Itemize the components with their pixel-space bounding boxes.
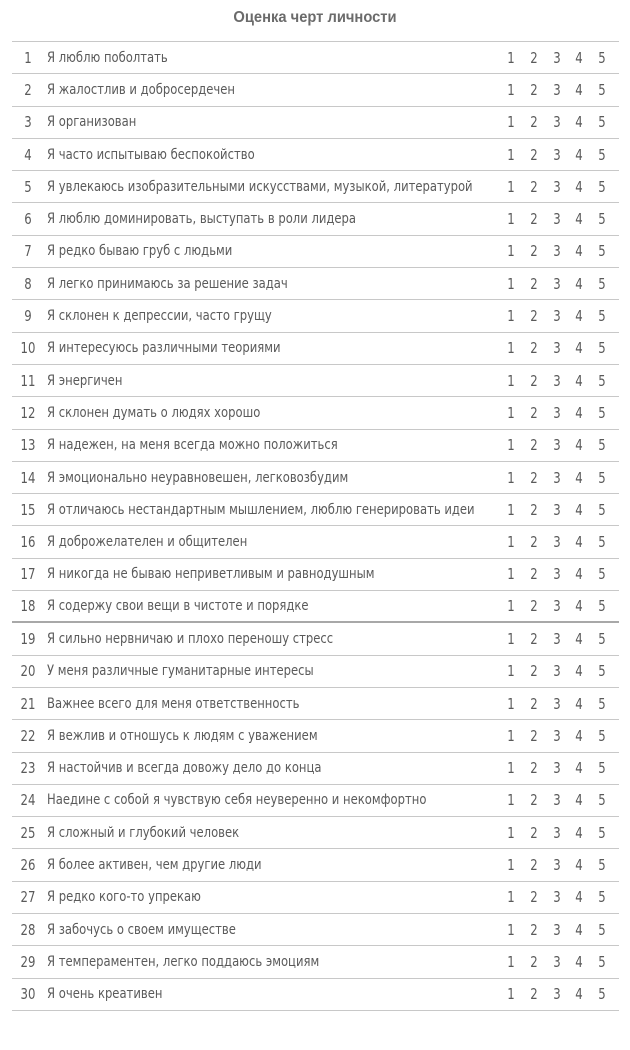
item-statement: Я забочусь о своем имуществе [47,921,236,938]
item-number: 1 [24,48,32,67]
rating-option-4[interactable]: 4 [575,468,583,487]
rating-option-2[interactable]: 2 [530,759,538,778]
rating-option-1[interactable]: 1 [507,856,515,875]
rating-scale [504,397,609,428]
table-row [12,882,619,914]
rating-option-4[interactable]: 4 [575,597,583,616]
table-row [12,914,619,946]
rating-option-3[interactable]: 3 [552,985,561,1004]
item-statement: Я доброжелателен и общителен [47,534,248,551]
rating-option-5[interactable]: 5 [598,662,606,681]
table-row [12,333,619,365]
item-number: 29 [20,952,36,971]
table-row [12,42,619,74]
rating-option-2[interactable]: 2 [530,565,538,584]
rating-option-1[interactable]: 1 [507,823,515,842]
rating-option-3[interactable]: 3 [552,145,561,164]
table-row [12,623,619,655]
table-row [12,236,619,268]
table-row [12,559,619,591]
item-statement: Я содержу свои вещи в чистоте и порядке [47,598,309,615]
item-statement: Я жалостлив и добросердечен [47,81,235,98]
table-row [12,462,619,494]
rating-option-3[interactable]: 3 [552,339,561,358]
item-number: 13 [20,436,36,455]
rating-option-2[interactable]: 2 [530,468,538,487]
rating-option-4[interactable]: 4 [575,823,583,842]
rating-scale [504,107,609,138]
rating-option-4[interactable]: 4 [575,177,583,196]
rating-option-1[interactable]: 1 [507,888,515,907]
rating-option-5[interactable]: 5 [598,791,606,810]
rating-option-1[interactable]: 1 [507,274,515,293]
rating-scale [504,462,609,493]
rating-option-5[interactable]: 5 [598,307,606,326]
rating-option-5[interactable]: 5 [598,985,606,1004]
rating-option-5[interactable]: 5 [598,823,606,842]
item-number: 30 [20,985,36,1004]
rating-option-5[interactable]: 5 [598,48,606,67]
rating-option-3[interactable]: 3 [552,242,561,261]
item-statement: Наедине с собой я чувствую себя неуверенно и некомфортно [47,792,427,809]
rating-option-5[interactable]: 5 [598,952,606,971]
rating-option-2[interactable]: 2 [530,500,538,519]
rating-option-2[interactable]: 2 [530,436,538,455]
rating-option-3[interactable]: 3 [552,371,561,390]
rating-option-3[interactable]: 3 [552,597,561,616]
rating-option-3[interactable]: 3 [552,274,561,293]
table-row [12,300,619,332]
rating-option-3[interactable]: 3 [552,888,561,907]
rating-option-3[interactable]: 3 [552,565,561,584]
rating-scale [504,236,609,267]
table-row [12,139,619,171]
rating-option-5[interactable]: 5 [598,468,606,487]
rating-scale [504,946,609,977]
rating-scale [504,656,609,687]
rating-scale [504,720,609,751]
rating-option-2[interactable]: 2 [530,113,538,132]
item-statement: Я редко бываю груб с людьми [47,243,233,260]
rating-scale [504,688,609,719]
rating-option-3[interactable]: 3 [552,694,561,713]
rating-option-4[interactable]: 4 [575,856,583,875]
page-title: Оценка черт личности [233,9,397,26]
rating-option-5[interactable]: 5 [598,856,606,875]
rating-option-3[interactable]: 3 [552,856,561,875]
item-statement: Я никогда не бываю неприветливым и равнодушным [47,566,375,583]
rating-option-5[interactable]: 5 [598,80,606,99]
item-number: 2 [24,80,32,99]
rating-scale [504,494,609,525]
rating-scale [504,623,609,654]
rating-option-1[interactable]: 1 [507,468,515,487]
item-statement: Я очень креативен [47,986,163,1003]
rating-option-2[interactable]: 2 [530,726,538,745]
item-statement: Я сильно нервничаю и плохо переношу стресс [47,630,334,647]
table-row [12,753,619,785]
rating-option-3[interactable]: 3 [552,468,561,487]
rating-scale [504,430,609,461]
rating-option-2[interactable]: 2 [530,952,538,971]
table-row [12,526,619,558]
item-number: 8 [24,274,32,293]
rating-scale [504,526,609,557]
item-number: 17 [20,565,36,584]
item-number: 15 [20,500,36,519]
rating-option-4[interactable]: 4 [575,113,583,132]
rating-option-3[interactable]: 3 [552,80,561,99]
item-statement: Я сложный и глубокий человек [47,824,240,841]
item-number: 20 [20,662,36,681]
rating-option-5[interactable]: 5 [598,694,606,713]
rating-option-3[interactable]: 3 [552,952,561,971]
rating-option-3[interactable]: 3 [552,403,561,422]
rating-option-1[interactable]: 1 [507,694,515,713]
rating-scale [504,268,609,299]
rating-option-5[interactable]: 5 [598,274,606,293]
rating-option-3[interactable]: 3 [552,759,561,778]
rating-option-1[interactable]: 1 [507,371,515,390]
rating-option-5[interactable]: 5 [598,597,606,616]
rating-option-4[interactable]: 4 [575,210,583,229]
rating-option-3[interactable]: 3 [552,436,561,455]
item-statement: Я настойчив и всегда довожу дело до конца [47,760,322,777]
rating-option-4[interactable]: 4 [575,48,583,67]
rating-option-1[interactable]: 1 [507,177,515,196]
rating-scale [504,817,609,848]
rating-scale [504,74,609,105]
rating-option-2[interactable]: 2 [530,48,538,67]
rating-option-2[interactable]: 2 [530,242,538,261]
rating-option-1[interactable]: 1 [507,629,515,648]
rating-option-5[interactable]: 5 [598,533,606,552]
item-number: 18 [20,597,36,616]
item-statement: Я более активен, чем другие люди [47,857,262,874]
item-number: 21 [20,694,36,713]
item-statement: У меня различные гуманитарные интересы [47,663,314,680]
rating-option-2[interactable]: 2 [530,210,538,229]
rating-option-5[interactable]: 5 [598,565,606,584]
rating-option-4[interactable]: 4 [575,242,583,261]
item-statement: Я организован [47,114,137,131]
item-statement: Я люблю доминировать, выступать в роли лидера [47,211,357,228]
rating-option-3[interactable]: 3 [552,500,561,519]
rating-option-4[interactable]: 4 [575,533,583,552]
rating-scale [504,42,609,73]
rating-option-3[interactable]: 3 [552,726,561,745]
item-number: 12 [20,403,36,422]
rating-option-3[interactable]: 3 [552,210,561,229]
rating-option-4[interactable]: 4 [575,145,583,164]
item-number: 27 [20,888,36,907]
rating-scale [504,300,609,331]
rating-scale [504,365,609,396]
rating-option-2[interactable]: 2 [530,145,538,164]
rating-option-1[interactable]: 1 [507,145,515,164]
rating-option-1[interactable]: 1 [507,597,515,616]
rating-option-4[interactable]: 4 [575,274,583,293]
rating-option-1[interactable]: 1 [507,791,515,810]
rating-option-5[interactable]: 5 [598,920,606,939]
item-number: 7 [24,242,32,261]
item-number: 24 [20,791,36,810]
rating-option-3[interactable]: 3 [552,48,561,67]
rating-option-2[interactable]: 2 [530,371,538,390]
rating-option-3[interactable]: 3 [552,177,561,196]
item-statement: Я вежлив и отношусь к людям с уважением [47,727,318,744]
rating-option-3[interactable]: 3 [552,629,561,648]
rating-option-2[interactable]: 2 [530,985,538,1004]
rating-option-5[interactable]: 5 [598,436,606,455]
rating-option-2[interactable]: 2 [530,791,538,810]
rating-option-1[interactable]: 1 [507,759,515,778]
rating-option-1[interactable]: 1 [507,80,515,99]
rating-option-1[interactable]: 1 [507,307,515,326]
item-number: 25 [20,823,36,842]
table-row [12,591,619,623]
rating-option-1[interactable]: 1 [507,500,515,519]
table-row [12,397,619,429]
item-statement: Я редко кого-то упрекаю [47,889,201,906]
rating-option-2[interactable]: 2 [530,856,538,875]
rating-option-4[interactable]: 4 [575,307,583,326]
item-number: 19 [20,629,36,648]
rating-option-4[interactable]: 4 [575,888,583,907]
rating-scale [504,203,609,234]
rating-option-4[interactable]: 4 [575,371,583,390]
table-row [12,365,619,397]
table-row [12,817,619,849]
item-number: 14 [20,468,36,487]
rating-option-1[interactable]: 1 [507,726,515,745]
rating-option-2[interactable]: 2 [530,307,538,326]
rating-scale [504,139,609,170]
rating-option-4[interactable]: 4 [575,920,583,939]
rating-scale [504,849,609,880]
rating-option-1[interactable]: 1 [507,436,515,455]
item-number: 26 [20,856,36,875]
rating-option-5[interactable]: 5 [598,177,606,196]
rating-option-2[interactable]: 2 [530,920,538,939]
table-row [12,268,619,300]
rating-option-4[interactable]: 4 [575,339,583,358]
rating-option-5[interactable]: 5 [598,113,606,132]
rating-option-1[interactable]: 1 [507,339,515,358]
rating-scale [504,979,609,1010]
rating-option-1[interactable]: 1 [507,403,515,422]
rating-option-2[interactable]: 2 [530,823,538,842]
rating-option-5[interactable]: 5 [598,629,606,648]
item-number: 10 [20,339,36,358]
rating-option-4[interactable]: 4 [575,985,583,1004]
rating-scale [504,785,609,816]
table-row [12,203,619,235]
table-row [12,74,619,106]
rating-option-5[interactable]: 5 [598,210,606,229]
rating-option-5[interactable]: 5 [598,145,606,164]
item-number: 28 [20,920,36,939]
item-statement: Я эмоционально неуравновешен, легковозбудим [47,469,349,486]
item-statement: Я отличаюсь нестандартным мышлением, люблю генерировать идеи [47,501,475,518]
rating-option-3[interactable]: 3 [552,920,561,939]
rating-option-4[interactable]: 4 [575,565,583,584]
table-row [12,171,619,203]
item-statement: Я темпераментен, легко поддаюсь эмоциям [47,953,320,970]
table-row [12,430,619,462]
item-number: 4 [24,145,32,164]
item-statement: Я легко принимаюсь за решение задач [47,275,288,292]
rating-option-5[interactable]: 5 [598,500,606,519]
rating-option-4[interactable]: 4 [575,759,583,778]
rating-scale [504,753,609,784]
item-number: 3 [24,113,32,132]
rating-option-2[interactable]: 2 [530,597,538,616]
rating-option-4[interactable]: 4 [575,662,583,681]
rating-option-5[interactable]: 5 [598,403,606,422]
rating-option-2[interactable]: 2 [530,662,538,681]
rating-option-2[interactable]: 2 [530,694,538,713]
rating-option-4[interactable]: 4 [575,629,583,648]
rating-scale [504,559,609,590]
item-number: 6 [24,210,32,229]
item-statement: Важнее всего для меня ответственность [47,695,300,712]
table-row [12,785,619,817]
item-statement: Я люблю поболтать [47,49,168,66]
table-row [12,656,619,688]
rating-scale [504,882,609,913]
rating-option-2[interactable]: 2 [530,339,538,358]
rating-option-3[interactable]: 3 [552,823,561,842]
rating-option-5[interactable]: 5 [598,759,606,778]
rating-option-2[interactable]: 2 [530,629,538,648]
rating-option-4[interactable]: 4 [575,791,583,810]
rating-option-1[interactable]: 1 [507,985,515,1004]
rating-option-1[interactable]: 1 [507,48,515,67]
rating-option-5[interactable]: 5 [598,888,606,907]
item-statement: Я склонен к депрессии, часто грущу [47,308,272,325]
item-number: 5 [24,177,32,196]
table-row [12,107,619,139]
traits-table [12,41,619,1011]
table-row [12,946,619,978]
rating-option-1[interactable]: 1 [507,242,515,261]
rating-option-2[interactable]: 2 [530,403,538,422]
item-statement: Я интересуюсь различными теориями [47,340,281,357]
rating-option-4[interactable]: 4 [575,952,583,971]
table-row [12,688,619,720]
rating-option-1[interactable]: 1 [507,565,515,584]
item-number: 11 [20,371,36,390]
rating-option-5[interactable]: 5 [598,371,606,390]
rating-option-4[interactable]: 4 [575,500,583,519]
item-statement: Я надежен, на меня всегда можно положиться [47,437,338,454]
rating-scale [504,171,609,202]
item-statement: Я склонен думать о людях хорошо [47,404,261,421]
rating-option-2[interactable]: 2 [530,274,538,293]
rating-option-1[interactable]: 1 [507,210,515,229]
rating-option-1[interactable]: 1 [507,533,515,552]
rating-option-2[interactable]: 2 [530,888,538,907]
item-number: 23 [20,759,36,778]
item-statement: Я часто испытываю беспокойство [47,146,255,163]
rating-option-1[interactable]: 1 [507,113,515,132]
rating-option-3[interactable]: 3 [552,533,561,552]
table-row [12,849,619,881]
item-statement: Я увлекаюсь изобразительными искусствами, музыкой, литературой [47,178,473,195]
rating-option-4[interactable]: 4 [575,80,583,99]
item-statement: Я энергичен [47,372,123,389]
rating-option-3[interactable]: 3 [552,791,561,810]
item-number: 9 [24,307,32,326]
rating-option-4[interactable]: 4 [575,403,583,422]
rating-scale [504,333,609,364]
rating-option-1[interactable]: 1 [507,920,515,939]
item-number: 16 [20,533,36,552]
rating-scale [504,914,609,945]
rating-option-4[interactable]: 4 [575,436,583,455]
rating-option-2[interactable]: 2 [530,533,538,552]
rating-scale [504,591,609,621]
rating-option-4[interactable]: 4 [575,726,583,745]
rating-option-2[interactable]: 2 [530,177,538,196]
rating-option-4[interactable]: 4 [575,694,583,713]
rating-option-5[interactable]: 5 [598,726,606,745]
rating-option-3[interactable]: 3 [552,662,561,681]
rating-option-5[interactable]: 5 [598,242,606,261]
rating-option-3[interactable]: 3 [552,113,561,132]
item-number: 22 [20,726,36,745]
table-row [12,979,619,1011]
rating-option-3[interactable]: 3 [552,307,561,326]
rating-option-5[interactable]: 5 [598,339,606,358]
rating-option-2[interactable]: 2 [530,80,538,99]
rating-option-1[interactable]: 1 [507,952,515,971]
table-row [12,720,619,752]
rating-option-1[interactable]: 1 [507,662,515,681]
table-row [12,494,619,526]
